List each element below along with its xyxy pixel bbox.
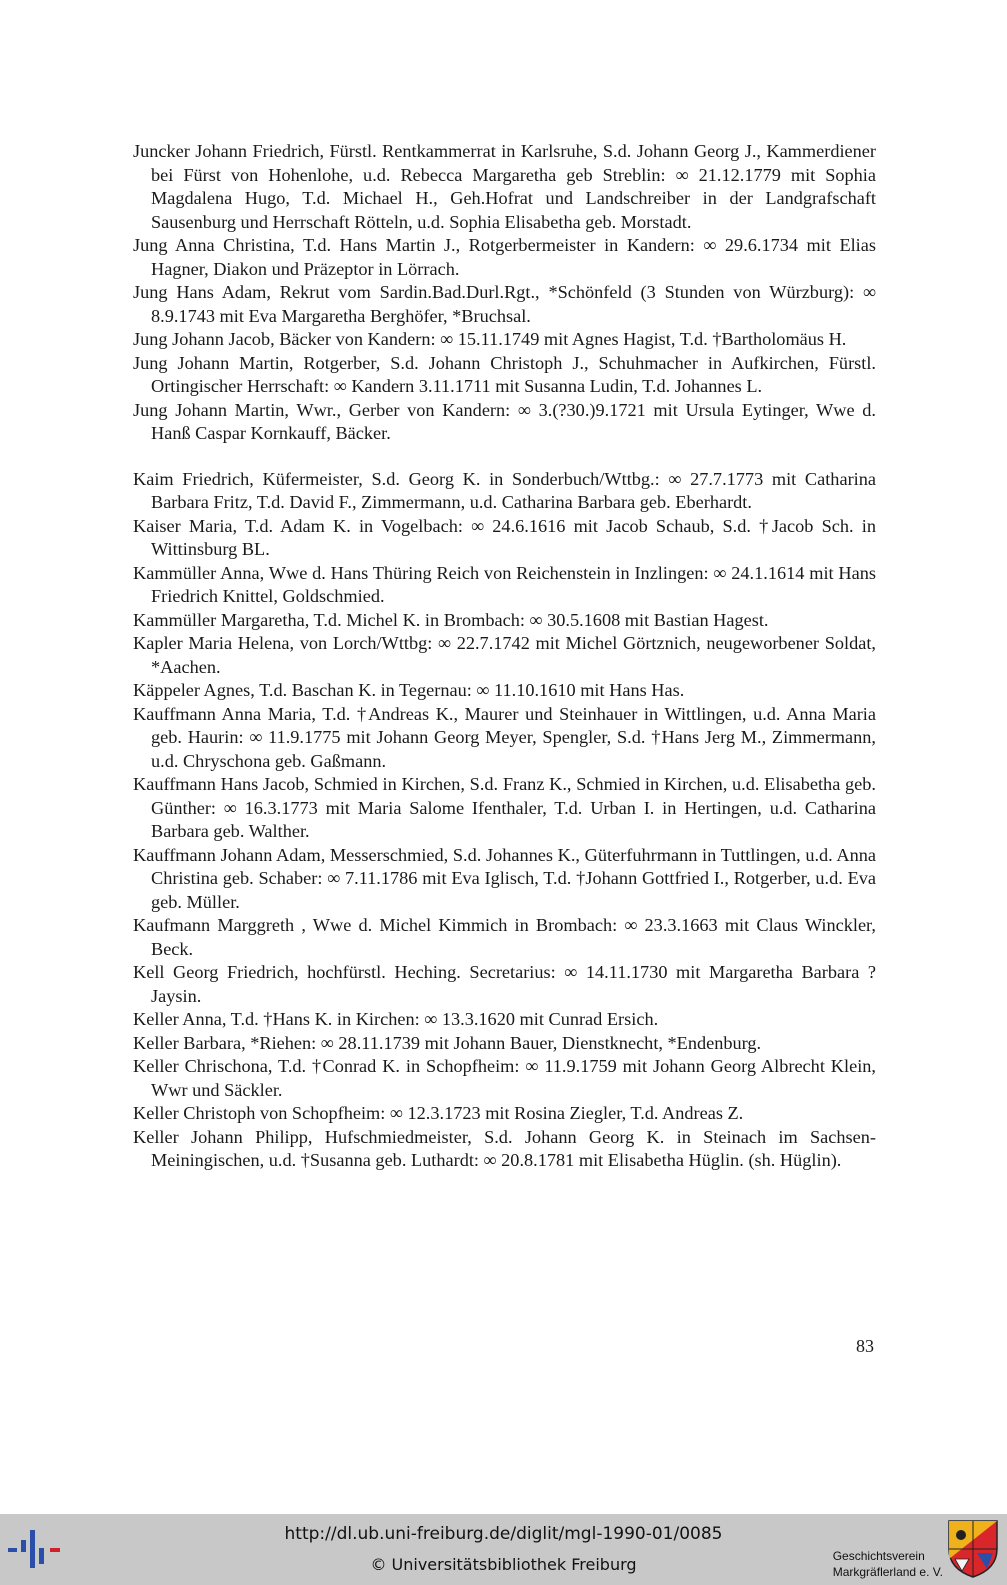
- register-entry: Kell Georg Friedrich, hochfürstl. Heching. Secretarius: ∞ 14.11.1730 mit Margaretha Barbara ?Jaysin.: [133, 962, 876, 1006]
- entries-k: [133, 468, 876, 1173]
- register-entry: Jung Johann Martin, Rotgerber, S.d. Johann Christoph J., Schuhmacher in Aufkirchen, Fürstl. Ortingischer Herrschaft: ∞ Kandern 3.11.1711 mit Susanna Ludin, T.d. Johannes L.: [133, 352, 876, 396]
- footer-copyright: © Universitätsbibliothek Freiburg: [370, 1555, 637, 1574]
- page-number: 83: [856, 1336, 874, 1356]
- society-name: [833, 1548, 943, 1580]
- register-entry: Jung Johann Jacob, Bäcker von Kandern: ∞ 15.11.1749 mit Agnes Hagist, T.d. †Bartholomäus H.: [133, 329, 847, 349]
- register-entry: Kauffmann Anna Maria, T.d. †Andreas K., Maurer und Steinhauer in Wittlingen, u.d. Anna Maria geb. Haurin: ∞ 11.9.1775 mit Johann Georg Meyer, Spengler, S.d. †Hans Jerg M., Zimmermann, u.d. Chryschona geb. Gaßmann.: [133, 703, 876, 771]
- register-entry: Keller Barbara, *Riehen: ∞ 28.11.1739 mit Johann Bauer, Dienstknecht, *Endenburg.: [133, 1032, 762, 1053]
- register-entry: Jung Anna Christina, T.d. Hans Martin J., Rotgerbermeister in Kandern: ∞ 29.6.1734 mit Elias Hagner, Diakon und Präzeptor in Lörrach.: [133, 235, 876, 279]
- footer-url[interactable]: http://dl.ub.uni-freiburg.de/diglit/mgl-1990-01/0085: [284, 1524, 723, 1544]
- register-entry: Keller Anna, T.d. †Hans K. in Kirchen: ∞ 13.3.1620 mit Cunrad Ersich.: [133, 1009, 659, 1029]
- page-body: [133, 140, 876, 1173]
- register-entry: Kauffmann Johann Adam, Messerschmied, S.d. Johannes K., Güterfuhrmann in Tuttlingen, u.d. Anna Christina geb. Schaber: ∞ 7.11.1786 mit Eva Iglisch, T.d. †Johann Gottfried I., Rotgerber, u.d. Eva geb. Müller.: [133, 844, 876, 912]
- register-entry: Keller Johann Philipp, Hufschmiedmeister, S.d. Johann Georg K. in Steinach im Sachsen-Meiningischen, u.d. †Susanna geb. Luthardt: ∞ 20.8.1781 mit Elisabetha Hüglin. (sh. Hüglin).: [133, 1126, 876, 1170]
- coat-of-arms-icon: [947, 1519, 999, 1579]
- register-entry: Jung Johann Martin, Wwr., Gerber von Kandern: ∞ 3.(?30.)9.1721 mit Ursula Eytinger, Wwe d. Hanß Caspar Kornkauff, Bäcker.: [133, 399, 876, 443]
- register-entry: Kaufmann Marggreth , Wwe d. Michel Kimmich in Brombach: ∞ 23.3.1663 mit Claus Winckler, Beck.: [133, 915, 876, 959]
- register-entry: Kaiser Maria, T.d. Adam K. in Vogelbach: ∞ 24.6.1616 mit Jacob Schaub, S.d. †Jacob Sch. in Wittinsburg BL.: [133, 515, 876, 559]
- register-entry: Käppeler Agnes, T.d. Baschan K. in Tegernau: ∞ 11.10.1610 mit Hans Has.: [133, 680, 685, 700]
- register-entry: Juncker Johann Friedrich, Fürstl. Rentkammerrat in Karlsruhe, S.d. Johann Georg J., Kammerdiener bei Fürst von Hohenlohe, u.d. Rebecca Margaretha geb Streblin: ∞ 21.12.1779 mit Sophia Magdalena Hugo, T.d. Michael H., Geh.Hofrat und Landschreiber in der Landgrafschaft Sausenburg und Herrschaft Rötteln, u.d. Sophia Elisabetha geb. Morstadt.: [133, 141, 876, 232]
- register-entry: Kauffmann Hans Jacob, Schmied in Kirchen, S.d. Franz K., Schmied in Kirchen, u.d. Elisabetha geb. Günther: ∞ 16.3.1773 mit Maria Salome Ifenthaler, T.d. Urban I. in Hertingen, u.d. Catharina Barbara geb. Walther.: [133, 774, 876, 841]
- society-line-1: Geschichtsverein: [832, 1549, 925, 1563]
- footer-bar: [0, 1514, 1007, 1585]
- register-entry: Keller Chrischona, T.d. †Conrad K. in Schopfheim: ∞ 11.9.1759 mit Johann Georg Albrecht Klein, Wwr und Säckler.: [133, 1056, 876, 1100]
- register-entry: Kaim Friedrich, Küfermeister, S.d. Georg K. in Sonderbuch/Wttbg.: ∞ 27.7.1773 mit Catharina Barbara Fritz, T.d. David F., Zimmermann, u.d. Catharina Barbara geb. Eberhardt.: [133, 468, 876, 512]
- register-entry: Kammüller Anna, Wwe d. Hans Thüring Reich von Reichenstein in Inzlingen: ∞ 24.1.1614 mit Hans Friedrich Knittel, Goldschmied.: [133, 562, 876, 606]
- register-entry: Kammüller Margaretha, T.d. Michel K. in Brombach: ∞ 30.5.1608 mit Bastian Hagest.: [133, 609, 769, 630]
- section-gap: [133, 446, 876, 468]
- register-entry: Jung Hans Adam, Rekrut vom Sardin.Bad.Durl.Rgt., *Schönfeld (3 Stunden von Würzburg): ∞ 8.9.1743 mit Eva Margaretha Berghöfer, *Bruchsal.: [133, 282, 876, 326]
- entries-j: [133, 140, 876, 446]
- society-line-2: Markgräflerland e. V.: [832, 1565, 943, 1579]
- register-entry: Keller Christoph von Schopfheim: ∞ 12.3.1723 mit Rosina Ziegler, T.d. Andreas Z.: [133, 1103, 744, 1123]
- register-entry: Kapler Maria Helena, von Lorch/Wttbg: ∞ 22.7.1742 mit Michel Görtznich, neugeworbener Soldat, *Aachen.: [133, 633, 876, 677]
